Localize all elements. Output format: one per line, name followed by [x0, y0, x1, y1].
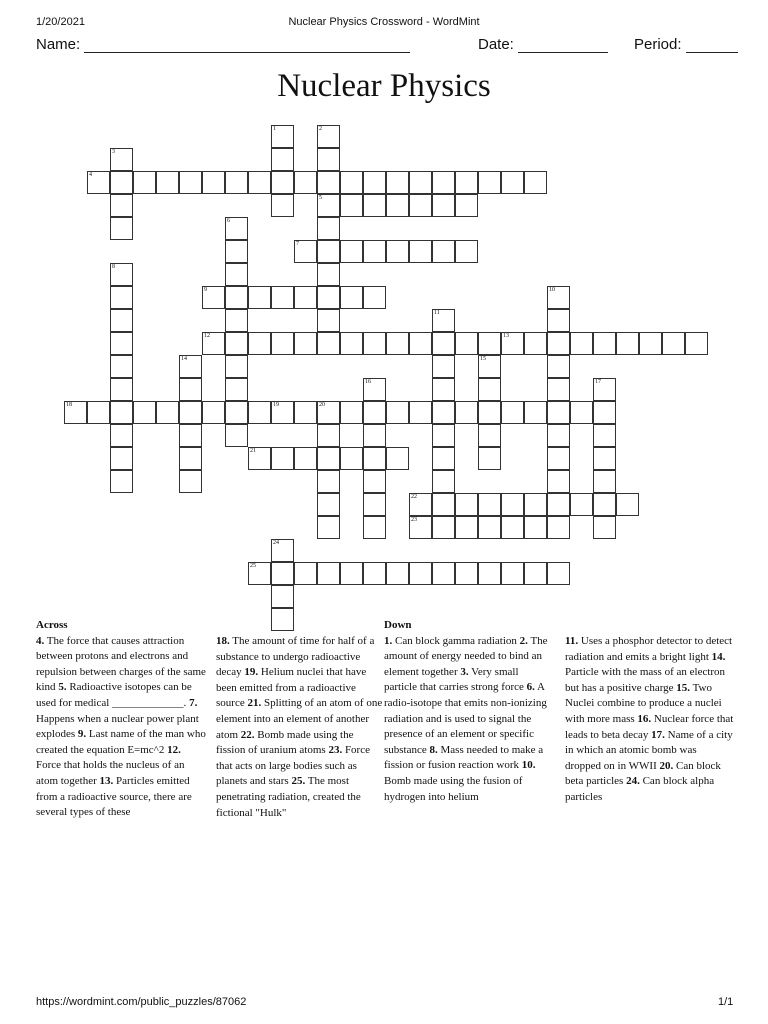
crossword-cell[interactable] [317, 470, 340, 493]
crossword-cell[interactable] [432, 424, 455, 447]
clue-number: 12. [167, 743, 181, 756]
across-clue: 19. Helium nuclei that have been emitted from a radioactive source [216, 666, 367, 710]
clue-number: 16. [637, 712, 652, 725]
clue-number: 19. [244, 666, 259, 679]
crossword-cell[interactable] [570, 493, 593, 516]
crossword-cell[interactable] [317, 125, 340, 148]
down-clue: 20. Can block beta particles [565, 759, 721, 788]
clues-column-1 [36, 618, 206, 821]
crossword-cell[interactable] [363, 493, 386, 516]
crossword-cell[interactable] [432, 332, 455, 355]
crossword-cell[interactable] [432, 194, 455, 217]
crossword-cell[interactable] [225, 309, 248, 332]
crossword-cell[interactable] [409, 493, 432, 516]
cell-number: 19 [273, 402, 279, 408]
crossword-cell[interactable] [524, 401, 547, 424]
crossword-cell[interactable] [179, 424, 202, 447]
clue-number: 21. [247, 697, 262, 710]
crossword-cell[interactable] [156, 171, 179, 194]
crossword-cell[interactable] [409, 194, 432, 217]
crossword-cell[interactable] [501, 562, 524, 585]
crossword-cell[interactable] [524, 516, 547, 539]
crossword-cell[interactable] [616, 493, 639, 516]
clue-number: 14. [711, 650, 726, 663]
cell-number: 6 [227, 218, 230, 224]
down-heading: Down [384, 619, 412, 631]
down-clue: 16. Nuclear force that leads to beta decay [565, 712, 734, 741]
crossword-cell[interactable] [87, 171, 110, 194]
crossword-cell[interactable] [593, 401, 616, 424]
crossword-cell[interactable] [179, 378, 202, 401]
crossword-cell[interactable] [432, 401, 455, 424]
crossword-cell[interactable] [271, 608, 294, 631]
across-clue: 21. Splitting of an atom of one element into an element of another atom [216, 697, 383, 741]
down-clues-part-1 [384, 634, 554, 806]
across-clue: 5. Radioactive isotopes can be used for medical _____________. [36, 681, 192, 709]
crossword-cell[interactable] [409, 401, 432, 424]
crossword-cell[interactable] [593, 470, 616, 493]
crossword-cell[interactable] [363, 378, 386, 401]
crossword-cell[interactable] [570, 401, 593, 424]
crossword-cell[interactable] [432, 447, 455, 470]
crossword-cell[interactable] [110, 447, 133, 470]
across-clues-part-1 [36, 634, 206, 821]
crossword-cell[interactable] [455, 194, 478, 217]
crossword-cell[interactable] [317, 562, 340, 585]
crossword-cell[interactable] [294, 447, 317, 470]
crossword-cell[interactable] [501, 332, 524, 355]
down-clue: 10. Bomb made using the fusion of hydrogen into helium [384, 759, 536, 803]
across-clue: 22. Bomb made using the fission of uranium atoms [216, 728, 354, 757]
crossword-cell[interactable] [455, 171, 478, 194]
crossword-cell[interactable] [432, 309, 455, 332]
crossword-cell[interactable] [225, 240, 248, 263]
crossword-cell[interactable] [593, 516, 616, 539]
across-clue: 25. The most penetrating radiation, created the fictional "Hulk" [216, 775, 361, 819]
clues-column-3 [384, 618, 554, 805]
crossword-cell[interactable] [432, 240, 455, 263]
crossword-cell[interactable] [662, 332, 685, 355]
crossword-cell[interactable] [363, 562, 386, 585]
down-clue: 8. Mass needed to make a fission or fusion reaction work [384, 743, 544, 772]
clues-column-2 [216, 634, 384, 821]
crossword-cell[interactable] [455, 493, 478, 516]
crossword-cell[interactable] [524, 562, 547, 585]
down-clue: 1. Can block gamma radiation [384, 634, 520, 647]
crossword-cell[interactable] [317, 240, 340, 263]
crossword-cell[interactable] [363, 447, 386, 470]
cell-number: 21 [250, 448, 256, 454]
crossword-cell[interactable] [524, 332, 547, 355]
crossword-cell[interactable] [248, 447, 271, 470]
crossword-cell[interactable] [547, 493, 570, 516]
crossword-cell[interactable] [271, 194, 294, 217]
crossword-cell[interactable] [386, 447, 409, 470]
crossword-cell[interactable] [478, 516, 501, 539]
crossword-cell[interactable] [547, 355, 570, 378]
crossword-cell[interactable] [317, 148, 340, 171]
crossword-cell[interactable] [110, 332, 133, 355]
crossword-cell[interactable] [271, 585, 294, 608]
crossword-cell[interactable] [432, 470, 455, 493]
crossword-cell[interactable] [386, 171, 409, 194]
clue-number: 7. [189, 696, 198, 709]
crossword-cell[interactable] [225, 217, 248, 240]
crossword-cell[interactable] [225, 286, 248, 309]
crossword-cell[interactable] [110, 378, 133, 401]
cell-number: 14 [181, 356, 187, 362]
crossword-cell[interactable] [432, 493, 455, 516]
crossword-cell[interactable] [593, 332, 616, 355]
cell-number: 7 [296, 241, 299, 247]
cell-number: 11 [434, 310, 440, 316]
crossword-cell[interactable] [547, 309, 570, 332]
crossword-cell[interactable] [432, 378, 455, 401]
across-clues-part-2 [216, 634, 384, 821]
crossword-cell[interactable] [110, 424, 133, 447]
window-title: Nuclear Physics Crossword - WordMint [288, 16, 480, 28]
crossword-cell[interactable] [271, 447, 294, 470]
crossword-cell[interactable] [340, 401, 363, 424]
crossword-cell[interactable] [317, 493, 340, 516]
clue-number: 23. [328, 744, 343, 757]
crossword-cell[interactable] [317, 217, 340, 240]
crossword-cell[interactable] [409, 171, 432, 194]
crossword-cell[interactable] [248, 401, 271, 424]
crossword-cell[interactable] [317, 194, 340, 217]
crossword-cell[interactable] [271, 332, 294, 355]
clue-number: 1. [384, 634, 393, 647]
clue-number: 20. [659, 759, 674, 772]
crossword-cell[interactable] [340, 562, 363, 585]
crossword-cell[interactable] [340, 332, 363, 355]
crossword-cell[interactable] [64, 401, 87, 424]
crossword-cell[interactable] [685, 332, 708, 355]
down-clue: 3. Very small particle that carries strong force [384, 665, 527, 694]
crossword-cell[interactable] [524, 171, 547, 194]
down-clue: 24. Can block alpha particles [565, 775, 715, 803]
crossword-cell[interactable] [294, 562, 317, 585]
crossword-cell[interactable] [547, 516, 570, 539]
crossword-cell[interactable] [271, 562, 294, 585]
crossword-cell[interactable] [110, 217, 133, 240]
cell-number: 1 [273, 126, 276, 132]
crossword-cell[interactable] [317, 332, 340, 355]
down-clue: 15. Two Nuclei combine to produce a nuclei with more mass [565, 681, 722, 725]
cell-number: 25 [250, 563, 256, 569]
crossword-cell[interactable] [110, 401, 133, 424]
crossword-cell[interactable] [271, 125, 294, 148]
crossword-cell[interactable] [271, 286, 294, 309]
crossword-cell[interactable] [110, 171, 133, 194]
footer-url: https://wordmint.com/public_puzzles/87062 [36, 996, 247, 1008]
cell-number: 22 [411, 494, 417, 500]
across-clue: 12. Force that holds the nucleus of an atom together [36, 743, 185, 787]
crossword-cell[interactable] [547, 332, 570, 355]
down-clue: 17. Name of a city in which an atomic bomb was dropped on in WWII [565, 728, 733, 772]
crossword-cell[interactable] [248, 332, 271, 355]
crossword-cell[interactable] [616, 332, 639, 355]
crossword-cell[interactable] [110, 355, 133, 378]
crossword-cell[interactable] [363, 401, 386, 424]
crossword-cell[interactable] [547, 562, 570, 585]
crossword-cell[interactable] [363, 516, 386, 539]
cell-number: 12 [204, 333, 210, 339]
crossword-cell[interactable] [340, 240, 363, 263]
crossword-cell[interactable] [432, 516, 455, 539]
down-clue: 2. The amount of energy needed to bind an element together [384, 634, 548, 678]
across-clue: 23. Force that acts on large bodies such as planets and stars [216, 744, 370, 788]
crossword-cell[interactable] [547, 447, 570, 470]
crossword-cell[interactable] [478, 332, 501, 355]
crossword-cell[interactable] [593, 424, 616, 447]
crossword-cell[interactable] [133, 171, 156, 194]
crossword-cell[interactable] [455, 401, 478, 424]
crossword-cell[interactable] [409, 332, 432, 355]
crossword-cell[interactable] [179, 355, 202, 378]
crossword-cell[interactable] [110, 148, 133, 171]
crossword-cell[interactable] [386, 401, 409, 424]
crossword-cell[interactable] [524, 493, 547, 516]
crossword-cell[interactable] [179, 447, 202, 470]
clue-number: 25. [291, 775, 306, 788]
crossword-cell[interactable] [202, 286, 225, 309]
name-label: Name: [36, 36, 81, 53]
period-label: Period: [634, 36, 682, 53]
across-heading: Across [36, 619, 68, 631]
crossword-cell[interactable] [501, 516, 524, 539]
crossword-cell[interactable] [202, 171, 225, 194]
puzzle-title: Nuclear Physics [277, 68, 491, 104]
cell-number: 16 [365, 379, 371, 385]
crossword-cell[interactable] [271, 539, 294, 562]
cell-number: 23 [411, 517, 417, 523]
down-clue: 14. Particle with the mass of an electron but has a positive charge [565, 650, 726, 694]
crossword-cell[interactable] [363, 194, 386, 217]
crossword-cell[interactable] [202, 401, 225, 424]
crossword-cell[interactable] [432, 171, 455, 194]
crossword-cell[interactable] [317, 171, 340, 194]
cell-number: 3 [112, 149, 115, 155]
crossword-cell[interactable] [225, 424, 248, 447]
crossword-cell[interactable] [455, 562, 478, 585]
clue-number: 6. [526, 681, 535, 694]
crossword-cell[interactable] [478, 424, 501, 447]
crossword-cell[interactable] [248, 171, 271, 194]
cell-number: 8 [112, 264, 115, 270]
crossword-cell[interactable] [386, 194, 409, 217]
crossword-cell[interactable] [179, 401, 202, 424]
clue-number: 3. [460, 665, 469, 678]
crossword-cell[interactable] [294, 286, 317, 309]
crossword-cell[interactable] [294, 171, 317, 194]
across-clue: 13. Particles emitted from a radioactive source, there are several types of these [36, 774, 192, 819]
clue-number: 17. [651, 728, 665, 741]
across-clue: 9. Last name of the man who created the equation E=mc^2 [36, 728, 206, 756]
crossword-cell[interactable] [455, 240, 478, 263]
crossword-cell[interactable] [340, 286, 363, 309]
cell-number: 18 [66, 402, 72, 408]
crossword-cell[interactable] [225, 355, 248, 378]
crossword-cell[interactable] [317, 263, 340, 286]
crossword-cell[interactable] [317, 447, 340, 470]
crossword-cell[interactable] [317, 286, 340, 309]
crossword-cell[interactable] [133, 401, 156, 424]
crossword-cell[interactable] [547, 378, 570, 401]
crossword-cell[interactable] [317, 516, 340, 539]
crossword-cell[interactable] [340, 171, 363, 194]
crossword-cell[interactable] [317, 401, 340, 424]
crossword-cell[interactable] [478, 447, 501, 470]
crossword-cell[interactable] [501, 493, 524, 516]
cell-number: 4 [89, 172, 92, 178]
crossword-cell[interactable] [87, 401, 110, 424]
footer-page-number: 1/1 [718, 996, 734, 1008]
crossword-cell[interactable] [271, 401, 294, 424]
crossword-cell[interactable] [478, 171, 501, 194]
crossword-cell[interactable] [271, 148, 294, 171]
crossword-cell[interactable] [156, 401, 179, 424]
crossword-cell[interactable] [110, 309, 133, 332]
crossword-cell[interactable] [317, 309, 340, 332]
clue-number: 13. [99, 774, 114, 787]
crossword-cell[interactable] [179, 171, 202, 194]
crossword-cell[interactable] [363, 332, 386, 355]
crossword-cell[interactable] [248, 562, 271, 585]
crossword-cell[interactable] [570, 332, 593, 355]
date-label: Date: [478, 36, 514, 53]
crossword-cell[interactable] [225, 378, 248, 401]
down-clue: 11. Uses a phosphor detector to detect radiation and emits a bright light [565, 635, 733, 663]
cell-number: 20 [319, 402, 325, 408]
crossword-cell[interactable] [478, 355, 501, 378]
cell-number: 9 [204, 287, 207, 293]
crossword-cell[interactable] [478, 401, 501, 424]
crossword-cell[interactable] [593, 378, 616, 401]
crossword-cell[interactable] [478, 562, 501, 585]
down-clue: 6. A radio-isotope that emits non-ionizing radiation and is used to signal the presence of an element or specific substance [384, 681, 547, 756]
crossword-cell[interactable] [547, 470, 570, 493]
crossword-cell[interactable] [547, 286, 570, 309]
crossword-cell[interactable] [386, 240, 409, 263]
crossword-cell[interactable] [501, 171, 524, 194]
crossword-cell[interactable] [225, 401, 248, 424]
crossword-cell[interactable] [432, 562, 455, 585]
crossword-cell[interactable] [409, 562, 432, 585]
across-clue: 7. Happens when a nuclear power plant explodes [36, 696, 199, 741]
crossword-cell[interactable] [202, 332, 225, 355]
crossword-cell[interactable] [593, 447, 616, 470]
crossword-cell[interactable] [455, 332, 478, 355]
cell-number: 13 [503, 333, 509, 339]
clue-number: 18. [216, 635, 230, 647]
crossword-cell[interactable] [593, 493, 616, 516]
crossword-cell[interactable] [340, 194, 363, 217]
crossword-cell[interactable] [363, 424, 386, 447]
crossword-cell[interactable] [455, 516, 478, 539]
clue-number: 5. [58, 681, 67, 694]
crossword-cell[interactable] [409, 240, 432, 263]
crossword-cell[interactable] [478, 378, 501, 401]
crossword-cell[interactable] [547, 424, 570, 447]
crossword-cell[interactable] [547, 401, 570, 424]
clue-number: 8. [429, 743, 438, 756]
clues-column-4 [565, 634, 735, 806]
cell-number: 2 [319, 126, 322, 132]
cell-number: 5 [319, 195, 322, 201]
crossword-cell[interactable] [110, 470, 133, 493]
cell-number: 15 [480, 356, 486, 362]
crossword-cell[interactable] [225, 332, 248, 355]
down-clues-part-2 [565, 634, 735, 806]
cell-number: 17 [595, 379, 601, 385]
crossword-cell[interactable] [639, 332, 662, 355]
crossword-cell[interactable] [110, 263, 133, 286]
crossword-cell[interactable] [225, 171, 248, 194]
crossword-cell[interactable] [317, 424, 340, 447]
crossword-cell[interactable] [363, 470, 386, 493]
crossword-cell[interactable] [248, 286, 271, 309]
crossword-cell[interactable] [363, 171, 386, 194]
across-clue: 18. The amount of time for half of a substance to undergo radioactive decay [216, 635, 375, 679]
crossword-cell[interactable] [386, 332, 409, 355]
crossword-cell[interactable] [363, 286, 386, 309]
cell-number: 10 [549, 287, 555, 293]
across-clue: 4. The force that causes attraction between protons and electrons and repulsion between charges of the same kind [36, 634, 206, 694]
crossword-cell[interactable] [340, 447, 363, 470]
crossword-cell[interactable] [432, 355, 455, 378]
crossword-cell[interactable] [501, 401, 524, 424]
crossword-cell[interactable] [294, 240, 317, 263]
crossword-cell[interactable] [363, 240, 386, 263]
crossword-cell[interactable] [294, 401, 317, 424]
crossword-cell[interactable] [271, 171, 294, 194]
clue-number: 24. [626, 775, 640, 788]
crossword-cell[interactable] [478, 493, 501, 516]
clue-number: 9. [77, 728, 87, 741]
print-date: 1/20/2021 [36, 16, 85, 28]
crossword-cell[interactable] [409, 516, 432, 539]
crossword-cell[interactable] [110, 194, 133, 217]
clue-number: 2. [519, 634, 528, 647]
crossword-cell[interactable] [110, 286, 133, 309]
clue-number: 4. [36, 634, 45, 647]
crossword-cell[interactable] [294, 332, 317, 355]
clue-number: 10. [521, 759, 536, 772]
clue-number: 22. [240, 728, 255, 741]
clue-number: 11. [565, 635, 579, 647]
crossword-cell[interactable] [225, 263, 248, 286]
cell-number: 24 [273, 540, 279, 546]
clue-number: 15. [676, 681, 691, 694]
crossword-cell[interactable] [386, 562, 409, 585]
crossword-cell[interactable] [179, 470, 202, 493]
